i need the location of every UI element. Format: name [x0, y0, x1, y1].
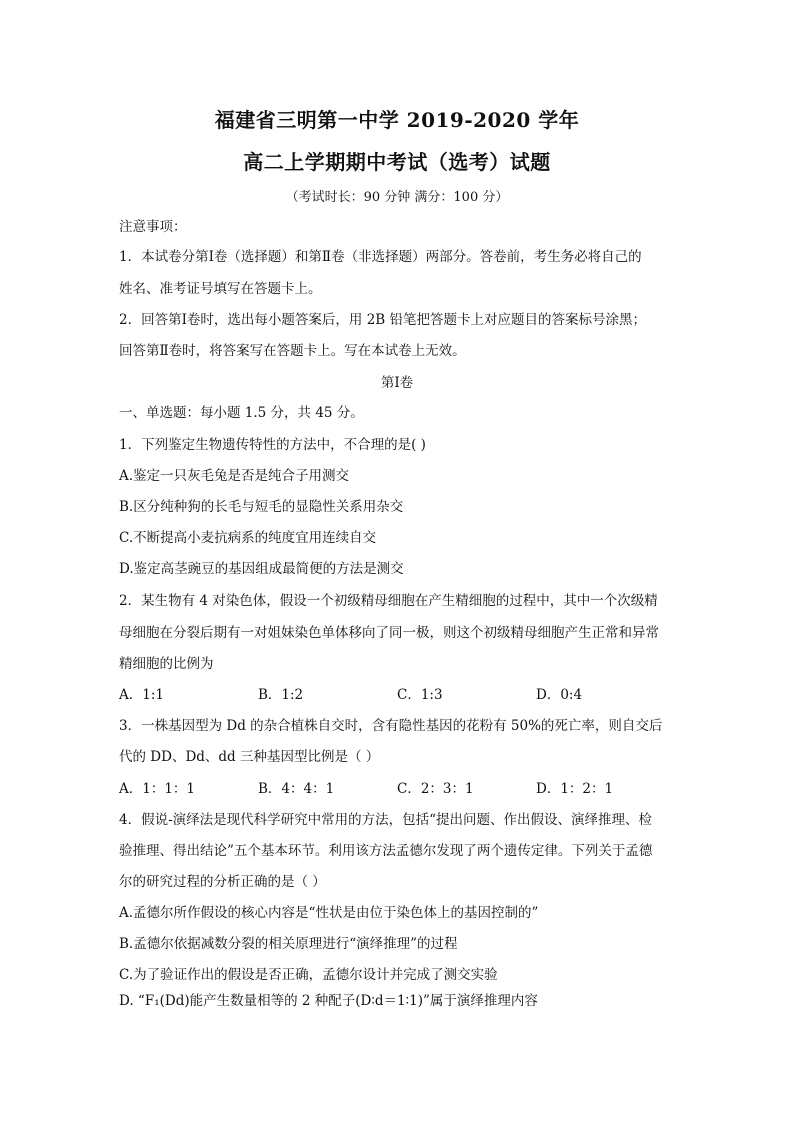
question-3-line-1: 3．一株基因型为 Dd 的杂合植株自交时，含有隐性基因的花粉有 50%的死亡率，则自交后 — [119, 718, 663, 734]
question-4-line-2: 验推理、得出结论”五个基本环节。利用该方法孟德尔发现了两个遗传定律。下列关于孟德 — [119, 843, 653, 859]
question-4-line-1: 4．假说-演绎法是现代科学研究中常用的方法，包括“提出问题、作出假设、演绎推理、检 — [119, 812, 653, 828]
question-2-option-b: B．1:2 — [258, 687, 304, 703]
section-heading: 一、单选题：每小题 1.5 分，共 45 分。 — [119, 405, 364, 421]
question-3-option-b: B．4：4：1 — [258, 781, 335, 797]
exam-duration-score: （考试时长：90 分钟 满分：100 分） — [285, 190, 509, 205]
note-2-line-2: 回答第Ⅱ卷时，将答案写在答题卡上。写在本试卷上无效。 — [119, 343, 466, 359]
question-2-option-c: C．1:3 — [397, 687, 443, 703]
part-title: 第Ⅰ卷 — [380, 375, 414, 391]
question-3-option-c: C．2：3：1 — [397, 781, 474, 797]
question-2-line-1: 2．某生物有 4 对染色体，假设一个初级精母细胞在产生精细胞的过程中，其中一个次级精 — [119, 593, 658, 609]
question-3-option-a: A．1：1：1 — [119, 781, 196, 797]
notes-heading: 注意事项： — [119, 219, 187, 235]
question-1-option-d: D.鉴定高茎豌豆的基因组成最简便的方法是测交 — [119, 561, 404, 577]
question-4-line-3: 尔的研究过程的分析正确的是（ ） — [119, 874, 326, 890]
question-1-option-a: A.鉴定一只灰毛兔是否是纯合子用测交 — [119, 468, 350, 484]
note-2-line-1: 2．回答第Ⅰ卷时，选出每小题答案后，用 2B 铅笔把答题卡上对应题目的答案标号涂黑； — [119, 312, 647, 328]
question-1-stem: 1．下列鉴定生物遗传特性的方法中，不合理的是( ) — [119, 437, 426, 453]
question-4-option-d: D. “F₁(Dd)能产生数量相等的 2 种配子(D∶d＝1∶1)”属于演绎推理内容 — [119, 993, 538, 1009]
exam-title-line2: 高二上学期期中考试（选考）试题 — [243, 150, 551, 174]
question-2-option-d: D．0:4 — [536, 687, 583, 703]
question-3-option-d: D．1：2：1 — [536, 781, 614, 797]
question-4-option-b: B.孟德尔依据减数分裂的相关原理进行“演绎推理”的过程 — [119, 936, 458, 952]
note-1-line-2: 姓名、准考证号填写在答题卡上。 — [119, 281, 322, 297]
question-4-option-c: C.为了验证作出的假设是否正确，孟德尔设计并完成了测交实验 — [119, 967, 498, 983]
question-2-option-a: A．1:1 — [119, 687, 164, 703]
exam-title-line1: 福建省三明第一中学 2019-2020 学年 — [214, 108, 580, 132]
note-1-line-1: 1．本试卷分第Ⅰ卷（选择题）和第Ⅱ卷（非选择题）两部分。答卷前，考生务必将自己的 — [119, 249, 642, 265]
question-2-line-2: 母细胞在分裂后期有一对姐妹染色单体移向了同一极，则这个初级精母细胞产生正常和异常 — [119, 625, 659, 641]
question-3-line-2: 代的 DD、Dd、dd 三种基因型比例是（ ） — [119, 749, 380, 765]
question-1-option-b: B.区分纯种狗的长毛与短毛的显隐性关系用杂交 — [119, 499, 404, 515]
question-2-line-3: 精细胞的比例为 — [119, 656, 214, 672]
question-4-option-a: A.孟德尔所作假设的核心内容是“性状是由位于染色体上的基因控制的” — [119, 905, 539, 921]
question-1-option-c: C.不断提高小麦抗病系的纯度宜用连续自交 — [119, 530, 377, 546]
